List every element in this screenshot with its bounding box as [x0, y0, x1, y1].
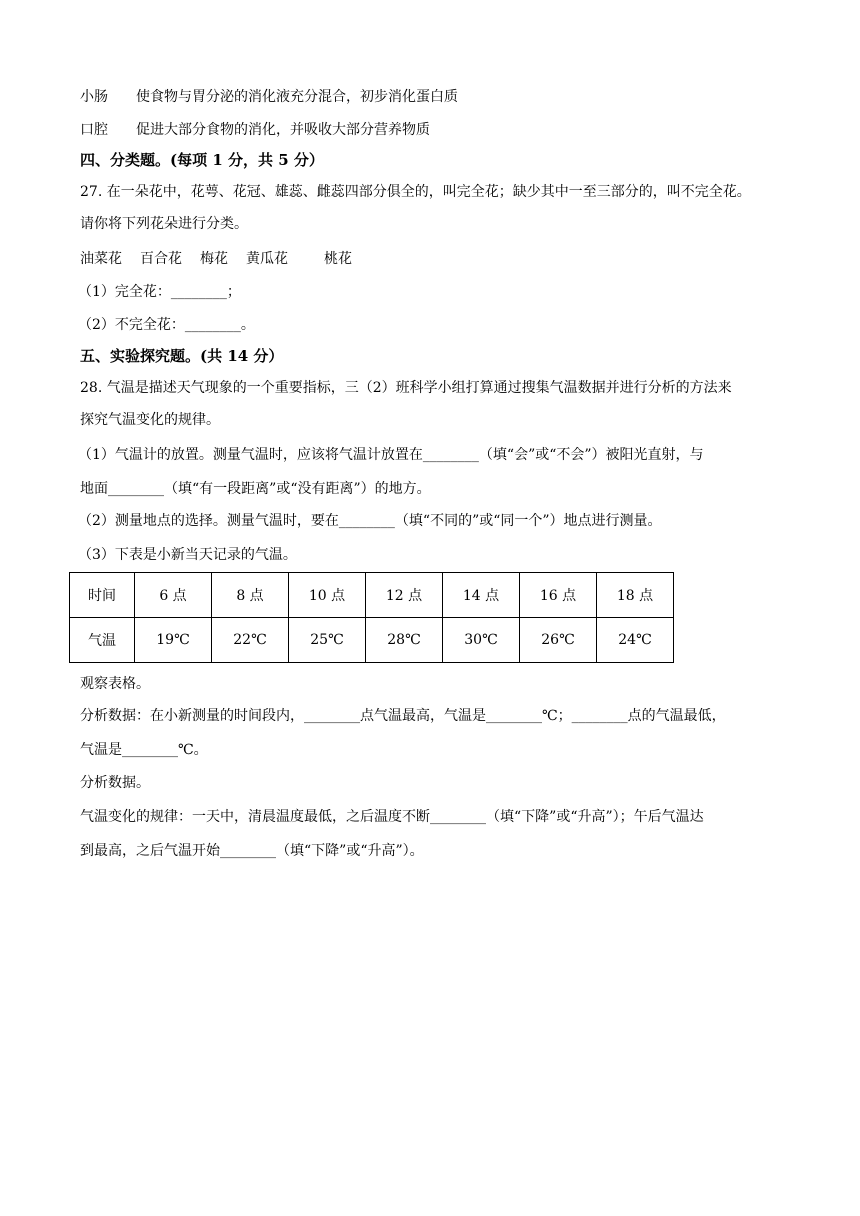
flower-list	[80, 249, 352, 269]
analysis-line-2: 气温是________℃。	[80, 742, 208, 758]
section-4-title: 四、分类题。(每项 1 分，共 5 分）	[80, 151, 324, 169]
flower-item: 黄瓜花	[246, 251, 288, 267]
matching-row-1	[80, 87, 458, 107]
question-27-line-2: 请你将下列花朵进行分类。	[80, 216, 248, 232]
table-row-temp	[70, 618, 674, 663]
organ-description: 使食物与胃分泌的消化液充分混合，初步消化蛋白质	[136, 89, 458, 105]
table-header-temp: 气温	[70, 618, 135, 663]
flower-item: 桃花	[324, 251, 352, 267]
table-header-time: 时间	[70, 573, 135, 618]
table-cell-time: 8 点	[212, 573, 289, 618]
question-28-part-1-line-1: （1）气温计的放置。测量气温时，应该将气温计放置在________（填“会”或“不会”）被阳光直射，与	[78, 447, 704, 463]
rule-line-2: 到最高，之后气温开始________（填“下降”或“升高”）。	[80, 843, 424, 859]
section-5-title: 五、实验探究题。(共 14 分）	[80, 347, 284, 365]
table-cell-temp: 26℃	[520, 618, 597, 663]
table-cell-temp: 28℃	[366, 618, 443, 663]
question-27-part-2: （2）不完全花：________。	[78, 317, 255, 333]
question-27-part-1: （1）完全花：________；	[78, 284, 241, 300]
table-cell-temp: 25℃	[289, 618, 366, 663]
organ-label: 小肠	[80, 89, 108, 105]
table-cell-temp: 24℃	[597, 618, 674, 663]
organ-label: 口腔	[80, 122, 108, 138]
analysis-line-1: 分析数据：在小新测量的时间段内，________点气温最高，气温是________℃；________点的气温最低，	[80, 708, 726, 724]
question-28-line-2: 探究气温变化的规律。	[80, 412, 220, 428]
table-cell-time: 18 点	[597, 573, 674, 618]
matching-row-2	[80, 120, 430, 140]
question-28-part-1-line-2: 地面________（填“有一段距离”或“没有距离”）的地方。	[80, 481, 431, 497]
observe-text: 观察表格。	[80, 676, 150, 692]
table-cell-time: 16 点	[520, 573, 597, 618]
temperature-table	[69, 572, 674, 663]
organ-description: 促进大部分食物的消化，并吸收大部分营养物质	[136, 122, 430, 138]
table-cell-temp: 22℃	[212, 618, 289, 663]
analyze-text: 分析数据。	[80, 775, 150, 791]
table-cell-time: 10 点	[289, 573, 366, 618]
table-row-time	[70, 573, 674, 618]
question-27-line-1: 27. 在一朵花中，花萼、花冠、雄蕊、雌蕊四部分俱全的，叫完全花；缺少其中一至三部分的，叫不完全花。	[80, 184, 751, 200]
table-cell-time: 12 点	[366, 573, 443, 618]
question-28-part-2: （2）测量地点的选择。测量气温时，要在________（填“不同的”或“同一个”）地点进行测量。	[78, 513, 662, 529]
rule-line-1: 气温变化的规律：一天中，清晨温度最低，之后温度不断________（填“下降”或“升高”）；午后气温达	[80, 809, 704, 825]
flower-item: 油菜花	[80, 251, 122, 267]
flower-item: 梅花	[200, 251, 228, 267]
question-28-part-3: （3）下表是小新当天记录的气温。	[78, 547, 297, 563]
table-cell-time: 14 点	[443, 573, 520, 618]
table-cell-time: 6 点	[135, 573, 212, 618]
question-28-line-1: 28. 气温是描述天气现象的一个重要指标，三（2）班科学小组打算通过搜集气温数据并进行分析的方法来	[80, 380, 732, 396]
flower-item: 百合花	[140, 251, 182, 267]
table-cell-temp: 30℃	[443, 618, 520, 663]
table-cell-temp: 19℃	[135, 618, 212, 663]
